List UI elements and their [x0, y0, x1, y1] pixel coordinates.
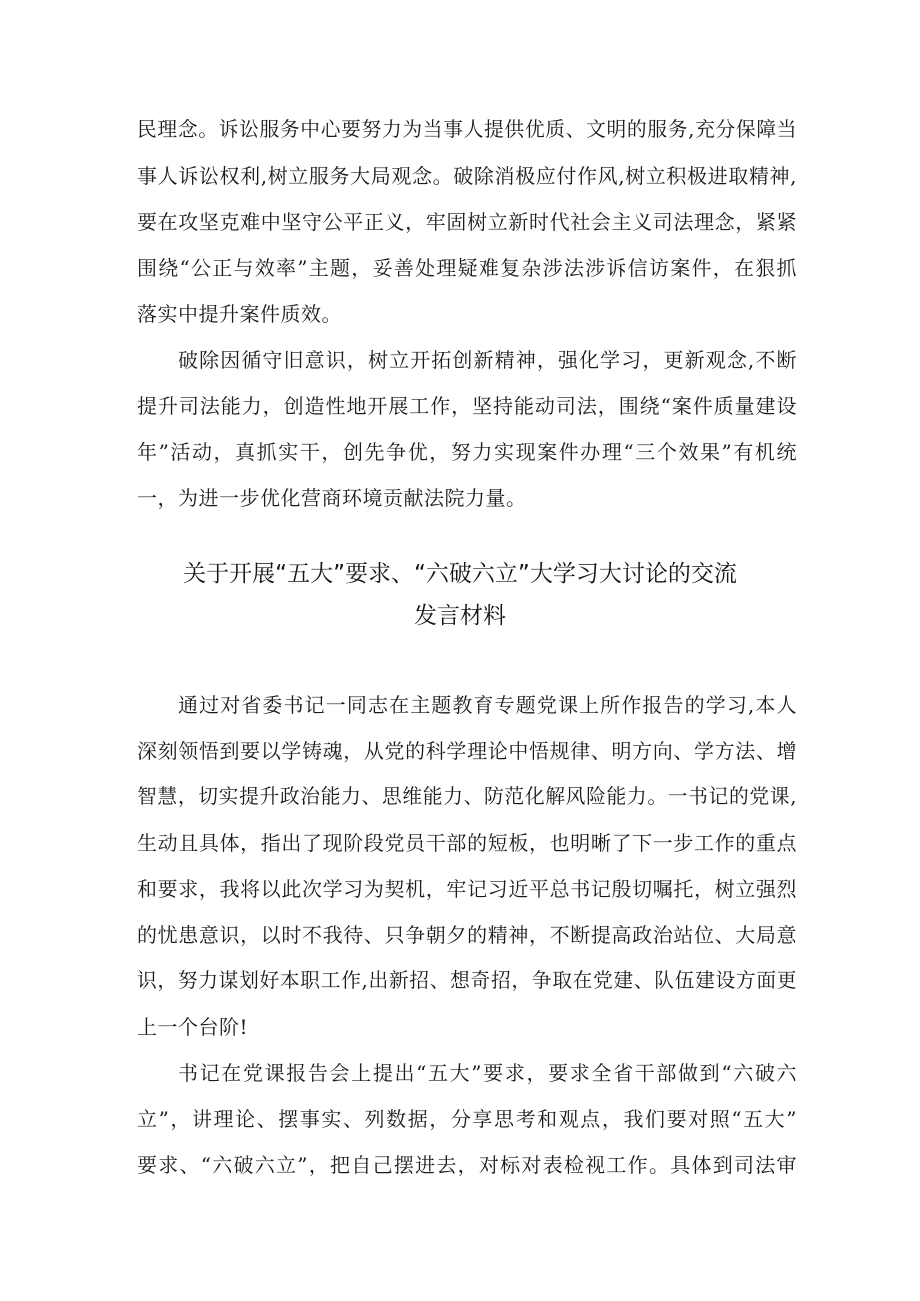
paragraph-line: 立”，讲理论、摆事实、列数据，分享思考和观点，我们要对照“五大” [137, 1107, 797, 1131]
paragraph-line: 一，为进一步优化营商环境贡献法院力量。 [137, 486, 527, 510]
paragraph-line: 要在攻坚克难中坚守公平正义，牢固树立新时代社会主义司法理念，紧紧 [137, 210, 797, 234]
paragraph-line: 的忧患意识，以时不我待、只争朝夕的精神，不断提高政治站位、大局意 [137, 923, 797, 947]
paragraph-line: 生动且具体，指出了现阶段党员干部的短板，也明晰了下一步工作的重点 [137, 831, 797, 855]
paragraph-line: 书记在党课报告会上提出“五大”要求，要求全省干部做到“六破六 [178, 1061, 797, 1085]
paragraph-line: 提升司法能力，创造性地开展工作，坚持能动司法，围绕“案件质量建设 [137, 394, 797, 418]
paragraph-line: 上一个台阶! [137, 1015, 249, 1039]
paragraph-line: 通过对省委书记一同志在主题教育专题党课上所作报告的学习,本人 [178, 693, 797, 717]
paragraph-line: 深刻领悟到要以学铸魂，从党的科学理论中悟规律、明方向、学方法、增 [137, 739, 797, 763]
paragraph-line: 和要求，我将以此次学习为契机，牢记习近平总书记殷切嘱托，树立强烈 [137, 877, 797, 901]
paragraph-line: 智慧，切实提升政治能力、思维能力、防范化解风险能力。一书记的党课, [137, 785, 797, 808]
paragraph-line: 要求、“六破六立”，把自己摆进去，对标对表检视工作。具体到司法审 [137, 1153, 797, 1177]
section-title-line-1: 关于开展“五大”要求、“六破六立”大学习大讨论的交流 [183, 561, 737, 587]
paragraph-line: 事人诉讼权利,树立服务大局观念。破除消极应付作风,树立积极进取精神, [137, 164, 797, 188]
section-title-line-2: 发言材料 [414, 603, 506, 629]
paragraph-line: 民理念。诉讼服务中心要努力为当事人提供优质、文明的服务,充分保障当 [137, 118, 797, 141]
paragraph-line: 识，努力谋划好本职工作,出新招、想奇招，争取在党建、队伍建设方面更 [137, 969, 797, 992]
paragraph-line: 年”活动，真抓实干，创先争优，努力实现案件办理“三个效果”有机统 [137, 440, 797, 464]
paragraph-line: 破除因循守旧意识，树立开拓创新精神，强化学习，更新观念,不断 [178, 348, 797, 372]
paragraph-line: 落实中提升案件质效。 [137, 302, 342, 326]
paragraph-line: 围绕“公正与效率”主题，妥善处理疑难复杂涉法涉诉信访案件，在狠抓 [137, 256, 797, 280]
